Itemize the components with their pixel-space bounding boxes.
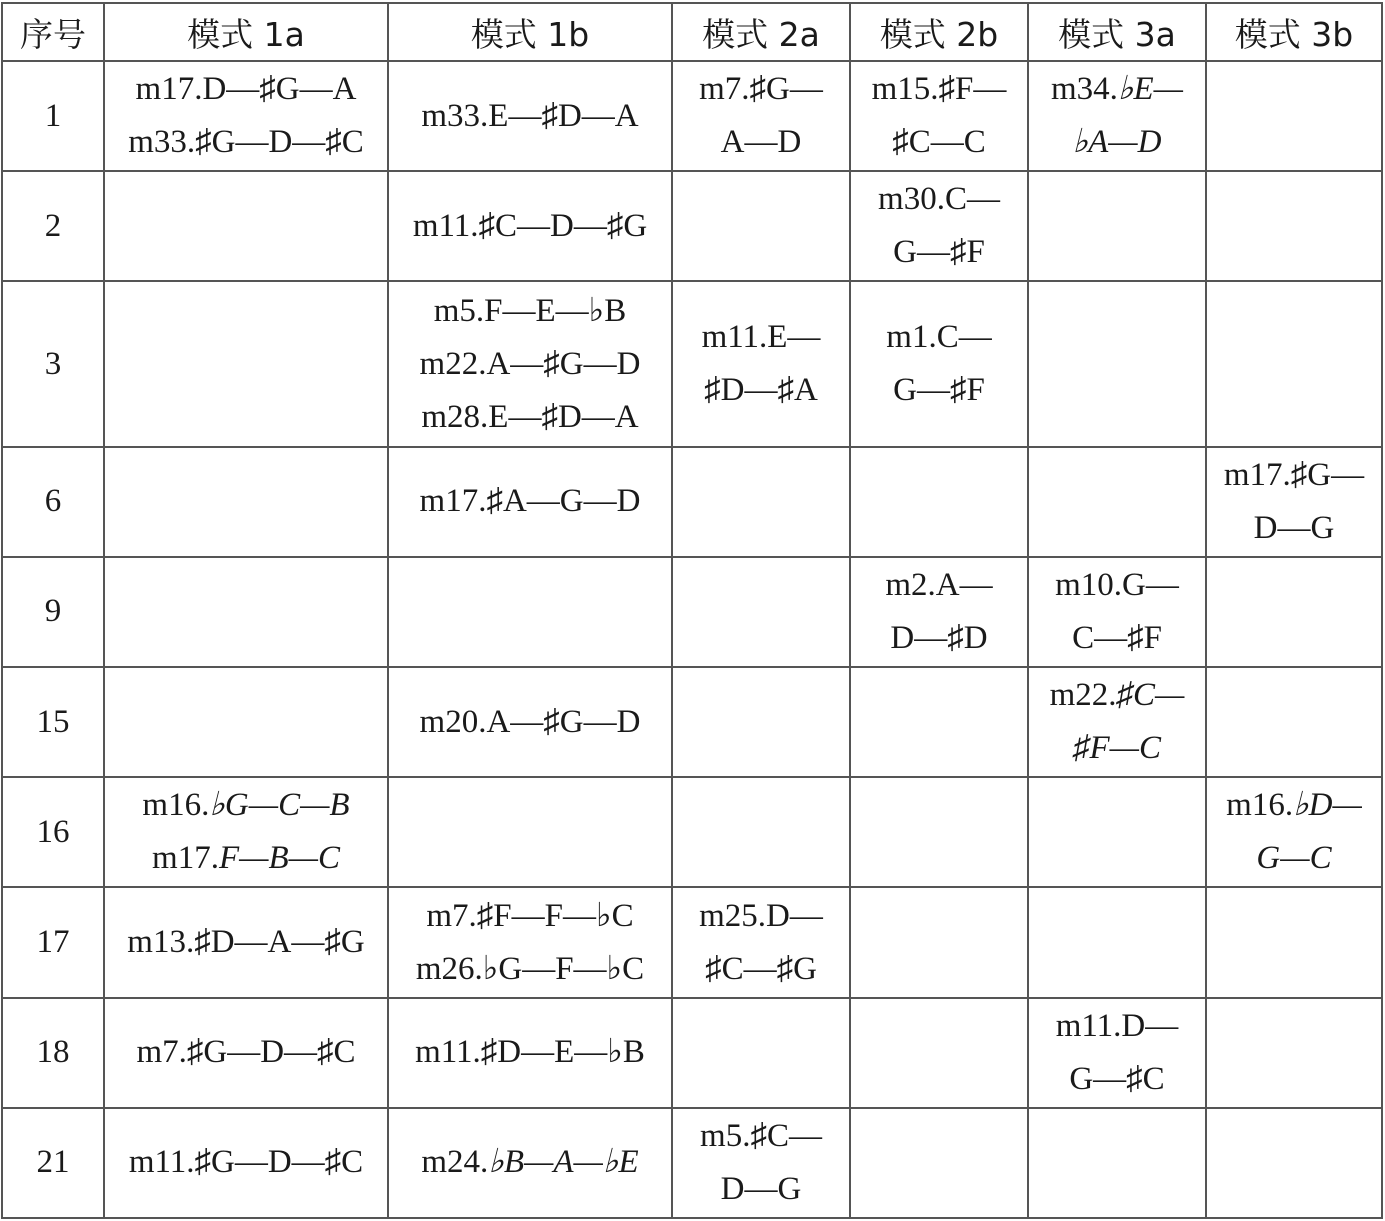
- chord-entry: [105, 63, 387, 116]
- chord-entry: [1207, 502, 1381, 555]
- pattern-cell: [672, 887, 850, 997]
- chord-entry: [1029, 559, 1205, 612]
- chord-entry: [851, 559, 1027, 612]
- chord-entry: [105, 916, 387, 969]
- chord-sequence: m13.♯D—A—♯G: [127, 924, 365, 960]
- chord-entry: [673, 1163, 849, 1216]
- table-row: [2, 281, 1382, 446]
- table-row: [2, 998, 1382, 1108]
- chord-entry: [389, 200, 671, 253]
- pattern-cell: [850, 171, 1028, 281]
- pattern-cell: [672, 447, 850, 557]
- chord-sequence: ♭D—: [1293, 787, 1362, 824]
- pattern-cell: [388, 1108, 672, 1218]
- pattern-cell: [672, 998, 850, 1108]
- pattern-cell: [388, 61, 672, 171]
- chord-entry: [1029, 722, 1205, 775]
- chord-sequence: m17.D—♯G—A: [135, 71, 357, 108]
- pattern-cell: [850, 998, 1028, 1108]
- row-index-cell: 21: [2, 1108, 104, 1218]
- header-row: [2, 3, 1382, 61]
- pattern-cell: [1028, 171, 1206, 281]
- pattern-cell: [104, 557, 388, 667]
- chord-entry: [105, 1136, 387, 1189]
- chord-entry: [851, 116, 1027, 169]
- header-pattern-3b: 模式 3b: [1206, 3, 1382, 61]
- chord-sequence: G—C: [1256, 840, 1332, 877]
- chord-sequence: ♯D—♯A: [704, 372, 818, 409]
- chord-entry: [673, 943, 849, 996]
- chord-entry: [1207, 779, 1381, 832]
- chord-entry: [389, 890, 671, 943]
- pattern-cell: [850, 667, 1028, 777]
- chord-entry: [1029, 1000, 1205, 1053]
- chord-sequence: m28.E—♯D—A: [421, 398, 639, 435]
- pattern-cell: [1028, 557, 1206, 667]
- header-pattern-1b: 模式 1b: [388, 3, 672, 61]
- pattern-cell: [850, 887, 1028, 997]
- pattern-cell: [104, 61, 388, 171]
- chord-entry: [105, 116, 387, 169]
- chord-entry: [105, 832, 387, 885]
- pattern-cell: [1028, 61, 1206, 171]
- chord-entry: [1029, 63, 1205, 116]
- chord-sequence: ♯C—: [1116, 677, 1185, 714]
- pattern-cell: [388, 447, 672, 557]
- row-index-cell: 6: [2, 447, 104, 557]
- chord-sequence: m11.♯G—D—♯C: [128, 1144, 364, 1181]
- chord-entry: [389, 1136, 671, 1189]
- pattern-cell: [1206, 887, 1382, 997]
- pattern-cell: [1206, 557, 1382, 667]
- pattern-cell: [850, 1108, 1028, 1218]
- chord-entry: [673, 63, 849, 116]
- chord-sequence: m30.C—: [878, 181, 1000, 218]
- header-pattern-2a: 模式 2a: [672, 3, 850, 61]
- pattern-cell: [104, 998, 388, 1108]
- chord-sequence: ♭E—: [1117, 71, 1183, 108]
- pattern-cell: [1206, 171, 1382, 281]
- chord-sequence: D—♯D: [890, 619, 988, 656]
- row-index-cell: 1: [2, 61, 104, 171]
- table-row: [2, 61, 1382, 171]
- chord-sequence: m17.♯G—: [1223, 456, 1365, 493]
- chord-sequence: G—♯F: [893, 234, 985, 271]
- chord-entry: [389, 1026, 671, 1079]
- pattern-cell: [850, 777, 1028, 887]
- chord-entry: [105, 779, 387, 832]
- pattern-cell: [388, 557, 672, 667]
- chord-sequence: m1.C—: [886, 319, 992, 356]
- chord-sequence: m11.E—: [701, 319, 821, 356]
- chord-entry: [673, 311, 849, 364]
- pattern-cell: [388, 281, 672, 446]
- pattern-cell: [1206, 61, 1382, 171]
- chord-sequence: ♯C—♯G: [705, 950, 817, 987]
- measure-prefix: m34.: [1051, 71, 1118, 108]
- chord-sequence: m20.A—♯G—D: [419, 703, 641, 740]
- measure-prefix: m24.: [421, 1144, 489, 1181]
- table-body: [2, 61, 1382, 1218]
- chord-entry: [389, 943, 671, 996]
- header-pattern-2b: 模式 2b: [850, 3, 1028, 61]
- pattern-cell: [850, 447, 1028, 557]
- chord-entry: [673, 116, 849, 169]
- row-index-cell: 9: [2, 557, 104, 667]
- header-pattern-3a: 模式 3a: [1028, 3, 1206, 61]
- chord-entry: [673, 890, 849, 943]
- chord-sequence: ♭B—A—♭E: [488, 1144, 639, 1181]
- pattern-cell: [1206, 281, 1382, 446]
- pattern-cell: [672, 1108, 850, 1218]
- pattern-cell: [388, 171, 672, 281]
- pattern-cell: [1028, 281, 1206, 446]
- chord-sequence: m11.♯C—D—♯G: [412, 207, 648, 244]
- chord-entry: [1029, 116, 1205, 169]
- chord-entry: [389, 285, 671, 338]
- chord-sequence: ♭G—C—B: [209, 787, 350, 824]
- chord-entry: [1029, 612, 1205, 665]
- table-row: [2, 887, 1382, 997]
- chord-entry: [105, 1026, 387, 1079]
- chord-sequence: C—♯F: [1072, 619, 1162, 656]
- measure-prefix: m16.: [142, 787, 210, 824]
- chord-sequence: m10.G—: [1055, 566, 1179, 603]
- chord-pattern-table: [1, 2, 1383, 1219]
- pattern-cell: [672, 777, 850, 887]
- row-index-cell: 15: [2, 667, 104, 777]
- chord-entry: [673, 364, 849, 417]
- table-row: [2, 1108, 1382, 1218]
- chord-entry: [851, 226, 1027, 279]
- chord-sequence: m2.A—: [885, 566, 993, 603]
- pattern-cell: [104, 887, 388, 997]
- pattern-cell: [850, 557, 1028, 667]
- chord-sequence: m7.♯G—D—♯C: [136, 1034, 356, 1071]
- chord-sequence: G—♯C: [1069, 1060, 1165, 1097]
- table-row: [2, 171, 1382, 281]
- pattern-cell: [104, 447, 388, 557]
- pattern-cell: [672, 557, 850, 667]
- chord-entry: [1207, 832, 1381, 885]
- pattern-cell: [1028, 1108, 1206, 1218]
- chord-sequence: m7.♯G—: [699, 71, 823, 108]
- header-index: 序号: [2, 3, 104, 61]
- pattern-cell: [672, 281, 850, 446]
- measure-prefix: m16.: [1226, 787, 1294, 824]
- chord-sequence: ♯F—C: [1072, 730, 1161, 767]
- chord-sequence: F—B—C: [218, 840, 340, 877]
- chord-entry: [851, 63, 1027, 116]
- chord-sequence: m25.D—: [699, 897, 823, 934]
- chord-entry: [851, 311, 1027, 364]
- chord-sequence: m22.A—♯G—D: [419, 345, 641, 382]
- chord-sequence: D—G: [1253, 509, 1335, 546]
- pattern-cell: [388, 777, 672, 887]
- pattern-cell: [388, 887, 672, 997]
- header-pattern-1a: 模式 1a: [104, 3, 388, 61]
- chord-sequence: D—G: [720, 1170, 802, 1207]
- pattern-cell: [1028, 777, 1206, 887]
- pattern-cell: [1028, 447, 1206, 557]
- pattern-cell: [1206, 1108, 1382, 1218]
- chord-sequence: m5.F—E—♭B: [433, 292, 627, 329]
- chord-sequence: ♯C—C: [892, 124, 986, 161]
- chord-sequence: m11.♯D—E—♭B: [415, 1034, 645, 1071]
- chord-sequence: m33.E—♯D—A: [421, 97, 639, 134]
- row-index-cell: 18: [2, 998, 104, 1108]
- row-index-cell: 16: [2, 777, 104, 887]
- pattern-cell: [388, 667, 672, 777]
- chord-entry: [389, 475, 671, 528]
- row-index-cell: 17: [2, 887, 104, 997]
- pattern-cell: [388, 998, 672, 1108]
- chord-sequence: m33.♯G—D—♯C: [128, 124, 364, 161]
- chord-entry: [851, 173, 1027, 226]
- chord-sequence: m7.♯F—F—♭C: [426, 897, 634, 934]
- chord-sequence: m5.♯C—: [700, 1117, 822, 1154]
- pattern-cell: [1206, 998, 1382, 1108]
- chord-sequence: m26.♭G—F—♭C: [415, 950, 645, 987]
- pattern-cell: [104, 667, 388, 777]
- pattern-cell: [104, 171, 388, 281]
- table-row: [2, 777, 1382, 887]
- chord-sequence: m15.♯F—: [871, 71, 1007, 108]
- row-index-cell: 3: [2, 281, 104, 446]
- pattern-cell: [1028, 998, 1206, 1108]
- chord-entry: [389, 391, 671, 444]
- pattern-cell: [850, 281, 1028, 446]
- chord-entry: [389, 696, 671, 749]
- chord-entry: [1029, 669, 1205, 722]
- chord-sequence: G—♯F: [893, 372, 985, 409]
- chord-sequence: m11.D—: [1055, 1007, 1179, 1044]
- table-row: [2, 447, 1382, 557]
- pattern-cell: [1028, 667, 1206, 777]
- pattern-cell: [850, 61, 1028, 171]
- pattern-cell: [104, 777, 388, 887]
- chord-entry: [673, 1110, 849, 1163]
- chord-sequence: ♭A—D: [1072, 124, 1162, 161]
- measure-prefix: m22.: [1049, 677, 1117, 714]
- pattern-cell: [672, 667, 850, 777]
- chord-sequence: m17.♯A—G—D: [419, 483, 641, 520]
- chord-sequence: A—D: [720, 124, 802, 161]
- pattern-cell: [672, 171, 850, 281]
- pattern-cell: [1028, 887, 1206, 997]
- chord-entry: [1207, 449, 1381, 502]
- chord-entry: [851, 612, 1027, 665]
- measure-prefix: m17.: [152, 840, 219, 877]
- table-row: [2, 667, 1382, 777]
- pattern-cell: [104, 281, 388, 446]
- pattern-cell: [1206, 667, 1382, 777]
- chord-entry: [851, 364, 1027, 417]
- chord-entry: [389, 338, 671, 391]
- pattern-cell: [104, 1108, 388, 1218]
- table-row: [2, 557, 1382, 667]
- row-index-cell: 2: [2, 171, 104, 281]
- pattern-cell: [1206, 777, 1382, 887]
- pattern-cell: [1206, 447, 1382, 557]
- chord-entry: [1029, 1053, 1205, 1106]
- chord-entry: [389, 90, 671, 143]
- pattern-cell: [672, 61, 850, 171]
